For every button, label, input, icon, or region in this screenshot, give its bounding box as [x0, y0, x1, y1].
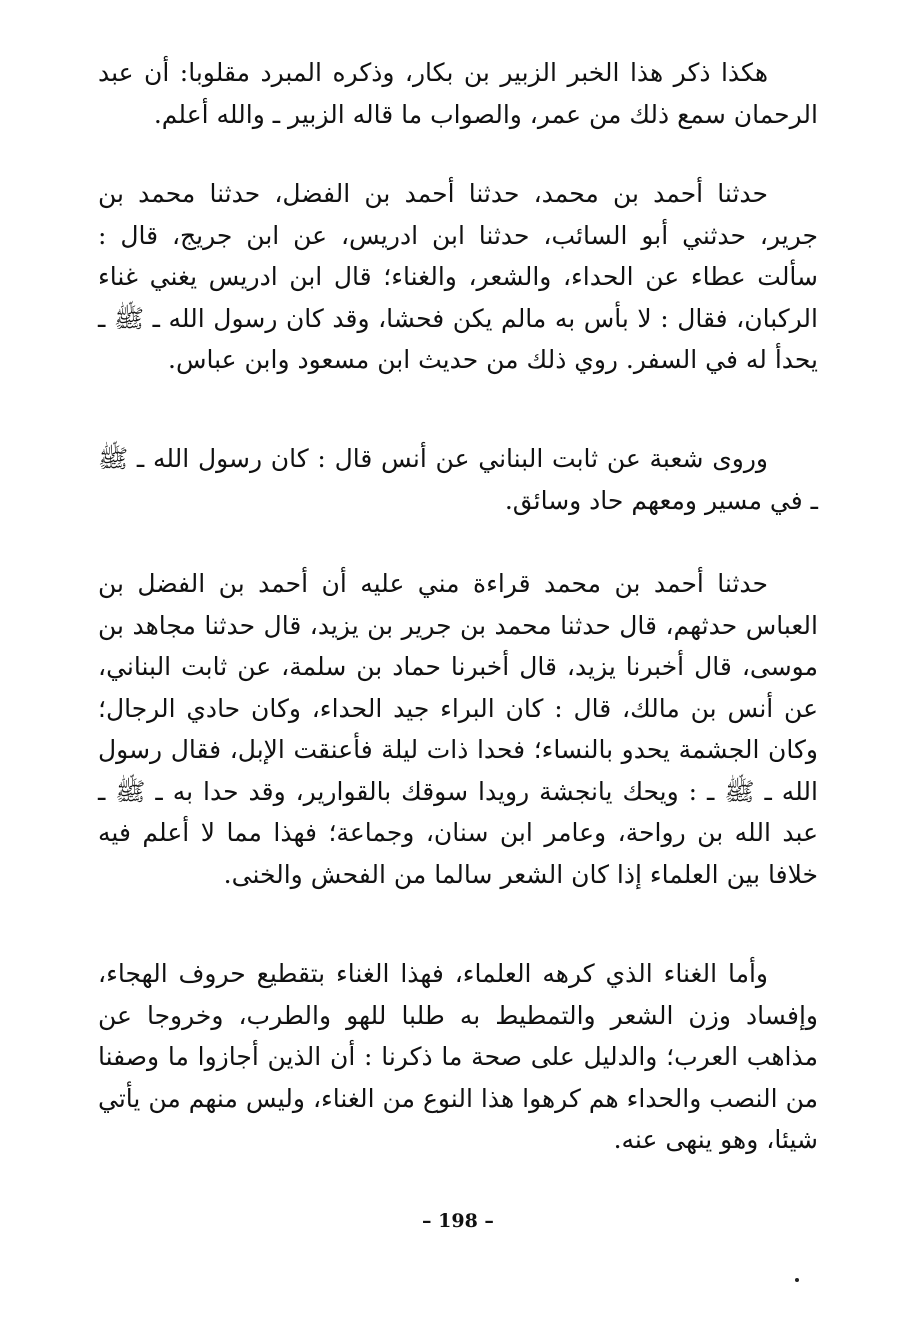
paragraph-zubair-report [98, 52, 818, 135]
paragraph-text: هكذا ذكر هذا الخبر الزبير بن بكار، وذكره المبرد مقلوبا: أن عبد الرحمان سمع ذلك من عمر، والصواب ما قاله الزبير ـ والله أعلم. [98, 58, 818, 129]
page-number: – 198 – [422, 1210, 494, 1232]
scan-speck [795, 1278, 799, 1282]
paragraph-anas-hadith [98, 563, 818, 895]
paragraph-text: وروى شعبة عن ثابت البناني عن أنس قال : كان رسول الله ـ ﷺ ـ في مسير ومعهم حاد وسائق. [98, 444, 818, 515]
paragraph-ibn-jurayj-hadith [98, 173, 818, 381]
paragraph-text: حدثنا أحمد بن محمد، حدثنا أحمد بن الفضل، حدثنا محمد بن جرير، حدثني أبو السائب، حدثنا ابن ادريس، عن ابن جريج، قال : سألت عطاء عن الحداء، والشعر، والغناء؛ قال ابن ادريس يغني غناء الركبان، فقال : لا بأس به مالم يكن فحشا، وقد كان رسول الله ـ ﷺ ـ يحدأ له في السفر. روي ذلك من حديث ابن مسعود وابن عباس. [98, 179, 818, 374]
paragraph-text: وأما الغناء الذي كرهه العلماء، فهذا الغناء بتقطيع حروف الهجاء، وإفساد وزن الشعر والتمطيط به طلبا للهو والطرب، وخروجا عن مذاهب العرب؛ والدليل على صحة ما ذكرنا : أن الذين أجازوا ما وصفنا من النصب والحداء هم كرهوا هذا النوع من الغناء، وليس منهم من يأتي شيئا، وهو ينهى عنه. [98, 959, 818, 1154]
paragraph-shuba-narration [98, 438, 818, 521]
paragraph-disliked-singing [98, 953, 818, 1161]
paragraph-text: حدثنا أحمد بن محمد قراءة مني عليه أن أحمد بن الفضل بن العباس حدثهم، قال حدثنا محمد بن جرير بن يزيد، قال حدثنا مجاهد بن موسى، قال أخبرنا يزيد، قال أخبرنا حماد بن سلمة، عن ثابت البناني، عن أنس بن مالك، قال : كان البراء جيد الحداء، وكان حادي الرجال؛ وكان الجشمة يحدو بالنساء؛ فحدا ذات ليلة فأعنقت الإبل، فقال رسول الله ـ ﷺ ـ : ويحك يانجشة رويدا سوقك بالقوارير، وقد حدا به ـ ﷺ ـ عبد الله بن رواحة، وعامر ابن سنان، وجماعة؛ فهذا مما لا أعلم فيه خلافا بين العلماء إذا كان الشعر سالما من الفحش والخنى. [98, 569, 818, 889]
